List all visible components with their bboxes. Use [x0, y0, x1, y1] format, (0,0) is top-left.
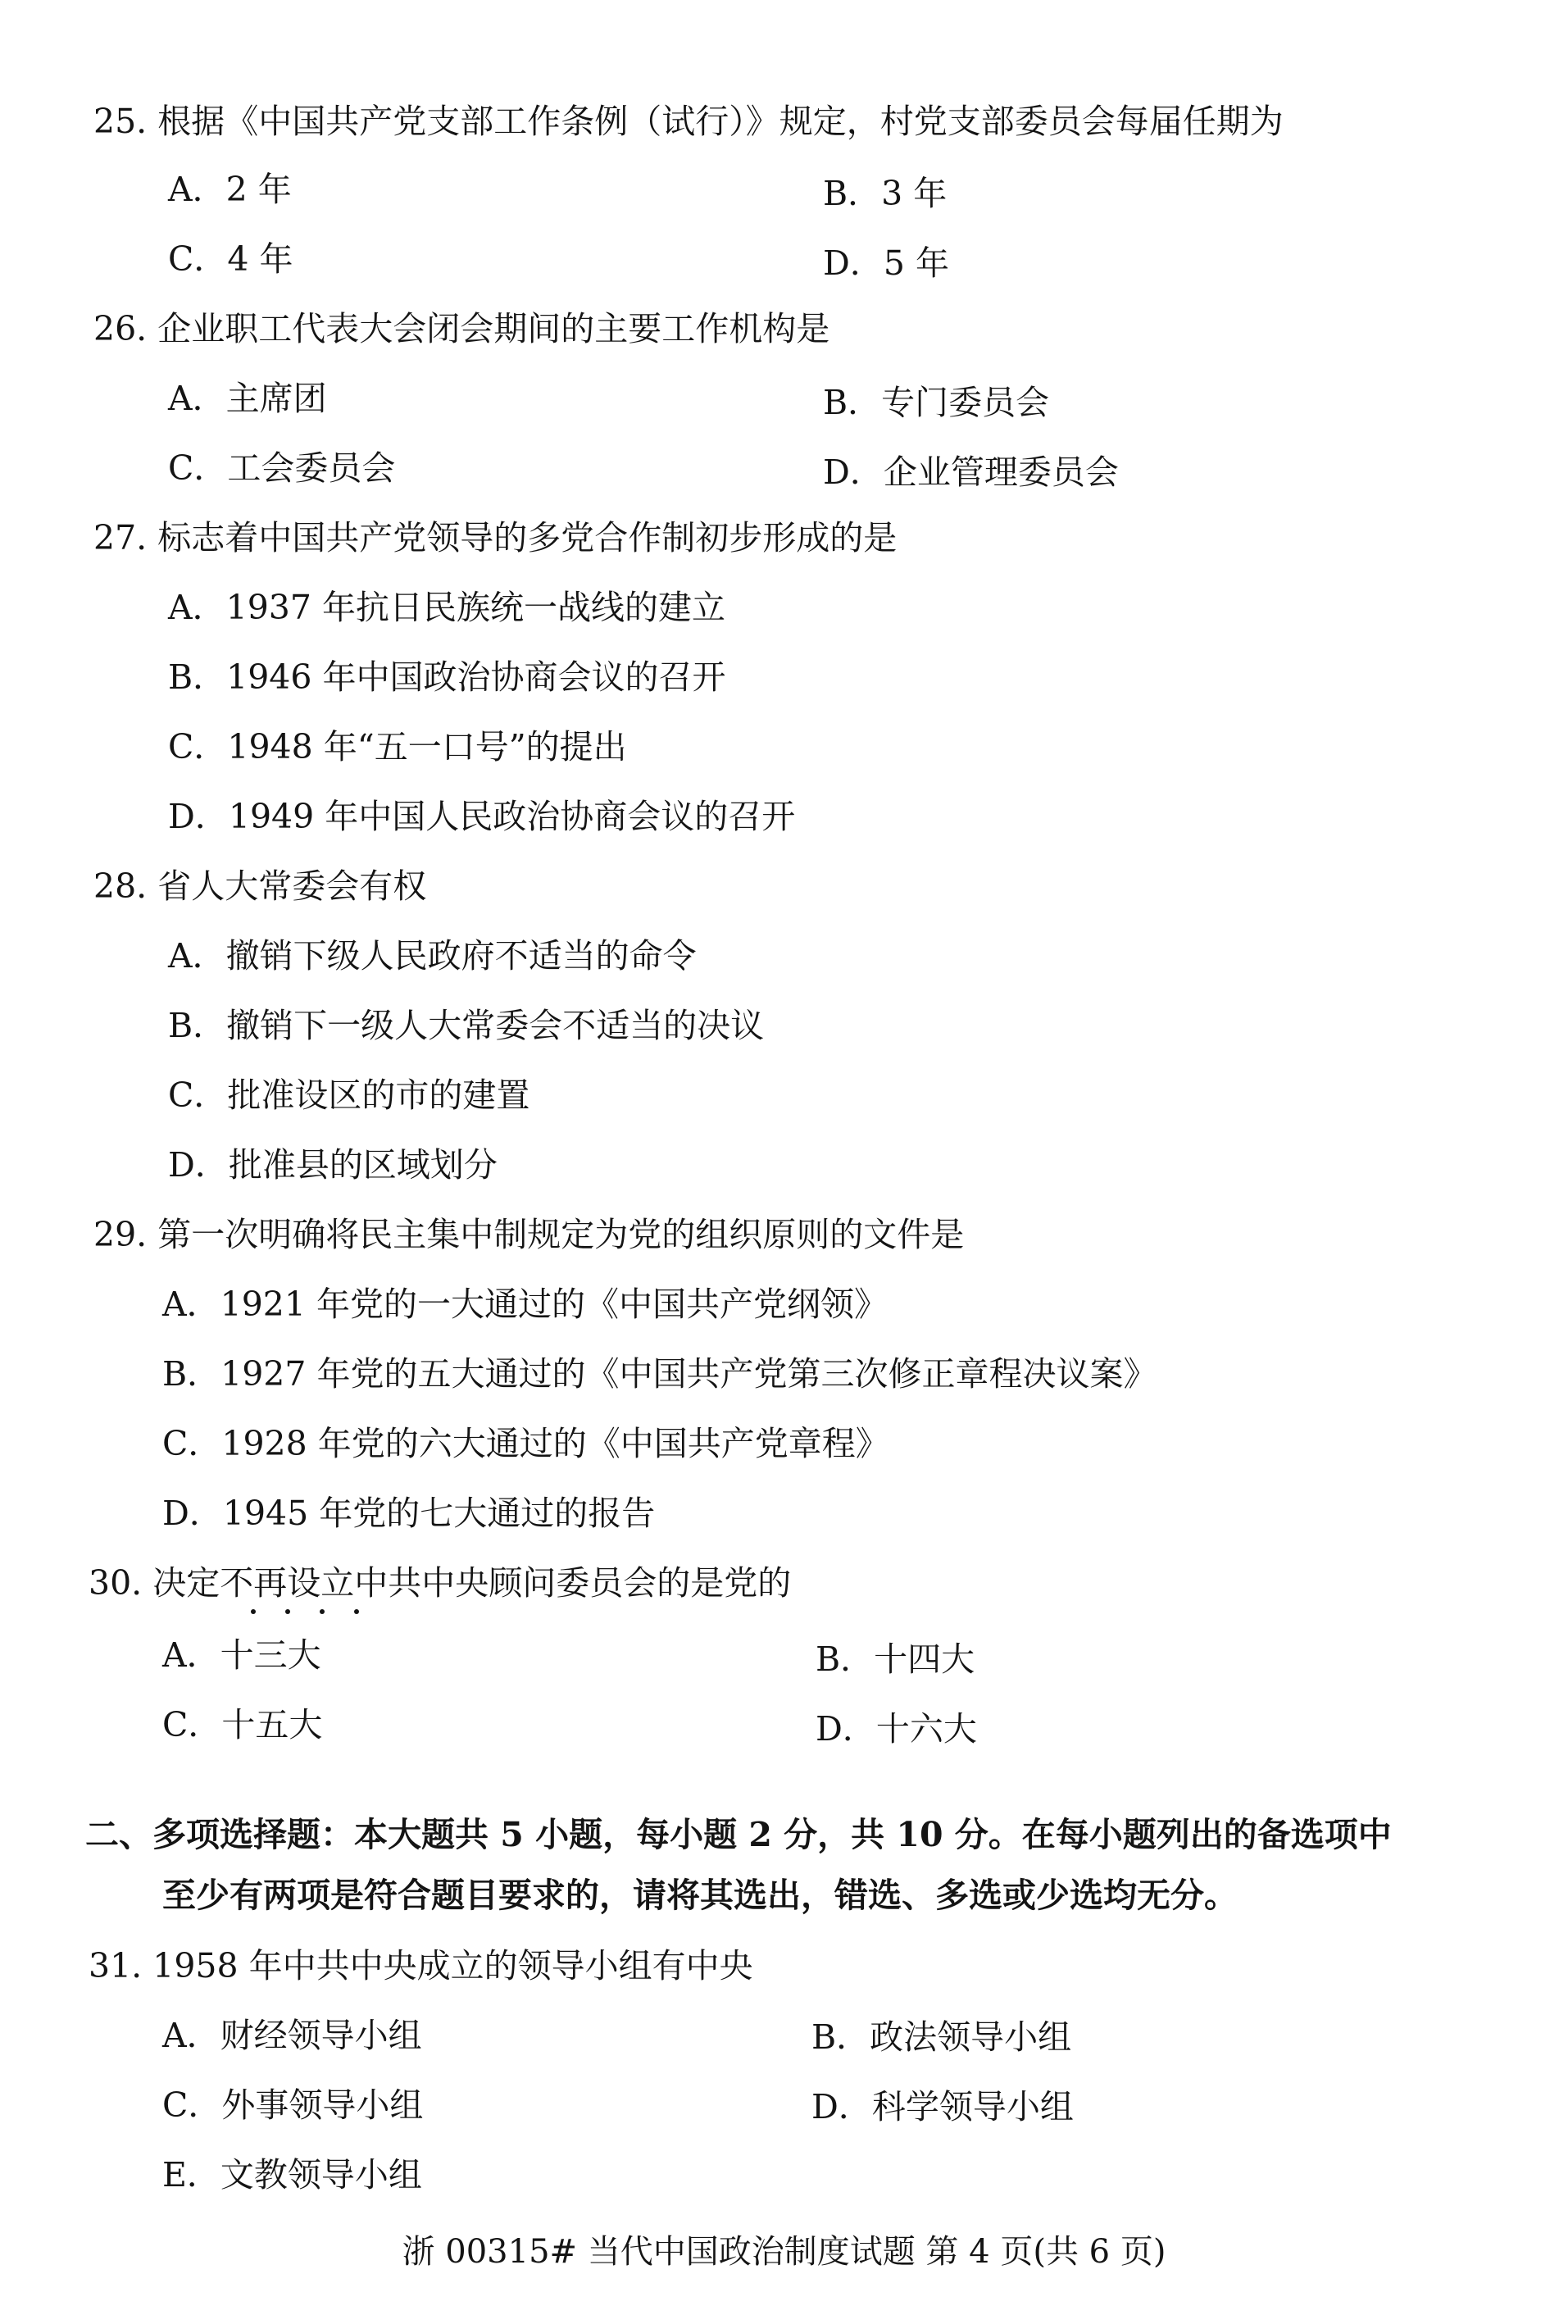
question-28-option-b: B．撤销下一级人大常委会不适当的决议 — [168, 1006, 765, 1045]
question-27-option-c: C．1948 年“五一口号”的提出 — [168, 727, 627, 766]
question-26-option-a: A．主席团 — [168, 379, 327, 418]
question-31-option-d: D．科学领导小组 — [811, 2087, 1074, 2126]
question-31-option-c: C．外事领导小组 — [162, 2085, 424, 2125]
section-2-heading-line-1: 二、多项选择题：本大题共 5 小题，每小题 2 分，共 10 分。在每小题列出的备选项中 — [85, 1815, 1392, 1854]
question-26-option-c: C．工会委员会 — [168, 448, 396, 488]
emphasis-dot — [251, 1609, 256, 1614]
question-31-option-e: E．文教领导小组 — [162, 2155, 422, 2194]
question-29-option-a: A．1921 年党的一大通过的《中国共产党纲领》 — [162, 1285, 888, 1324]
question-30-option-c: C．十五大 — [162, 1705, 323, 1744]
question-29-option-c: C．1928 年党的六大通过的《中国共产党章程》 — [162, 1424, 889, 1463]
question-28-option-d: D．批准县的区域划分 — [168, 1145, 498, 1185]
question-27-stem: 27. 标志着中国共产党领导的多党合作制初步形成的是 — [93, 518, 898, 557]
question-30-option-a: A．十三大 — [162, 1635, 321, 1675]
question-25-option-c: C．4 年 — [168, 239, 293, 279]
emphasis-dot — [354, 1609, 359, 1614]
emphasis-dot — [320, 1609, 325, 1614]
question-25-stem: 25. 根据《中国共产党支部工作条例（试行）》规定，村党支部委员会每届任期为 — [93, 102, 1284, 141]
section-2-heading-line-2: 至少有两项是符合题目要求的，请将其选出，错选、多选或少选均无分。 — [162, 1876, 1238, 1915]
question-26-option-b: B．专门委员会 — [823, 383, 1050, 422]
question-29-option-b: B．1927 年党的五大通过的《中国共产党第三次修正章程决议案》 — [162, 1354, 1157, 1394]
question-25-option-a: A．2 年 — [168, 170, 292, 209]
question-31-option-a: A．财经领导小组 — [162, 2016, 422, 2055]
emphasis-dots — [244, 1609, 384, 1617]
question-26-stem: 26. 企业职工代表大会闭会期间的主要工作机构是 — [93, 309, 830, 348]
question-31-stem: 31. 1958 年中共中央成立的领导小组有中央 — [89, 1946, 753, 1985]
question-29-stem: 29. 第一次明确将民主集中制规定为党的组织原则的文件是 — [93, 1215, 965, 1254]
question-27-option-a: A．1937 年抗日民族统一战线的建立 — [168, 588, 725, 627]
question-30-stem: 30. 决定不再设立中共中央顾问委员会的是党的 — [89, 1563, 792, 1603]
question-28-option-a: A．撤销下级人民政府不适当的命令 — [168, 936, 697, 976]
emphasis-dot — [285, 1609, 290, 1614]
question-30-option-b: B．十四大 — [816, 1640, 975, 1679]
question-25-option-d: D．5 年 — [823, 243, 949, 283]
question-29-option-d: D．1945 年党的七大通过的报告 — [162, 1494, 656, 1533]
question-30-option-d: D．十六大 — [816, 1709, 977, 1749]
question-28-option-c: C．批准设区的市的建置 — [168, 1076, 530, 1115]
question-27-option-b: B．1946 年中国政治协商会议的召开 — [168, 657, 726, 697]
question-25-option-b: B．3 年 — [823, 174, 948, 213]
page-footer: 浙 00315# 当代中国政治制度试题 第 4 页(共 6 页) — [402, 2233, 1166, 2271]
question-26-option-d: D．企业管理委员会 — [823, 453, 1119, 492]
question-28-stem: 28. 省人大常委会有权 — [93, 866, 427, 906]
question-31-option-b: B．政法领导小组 — [811, 2017, 1072, 2057]
question-27-option-d: D．1949 年中国人民政治协商会议的召开 — [168, 797, 796, 836]
